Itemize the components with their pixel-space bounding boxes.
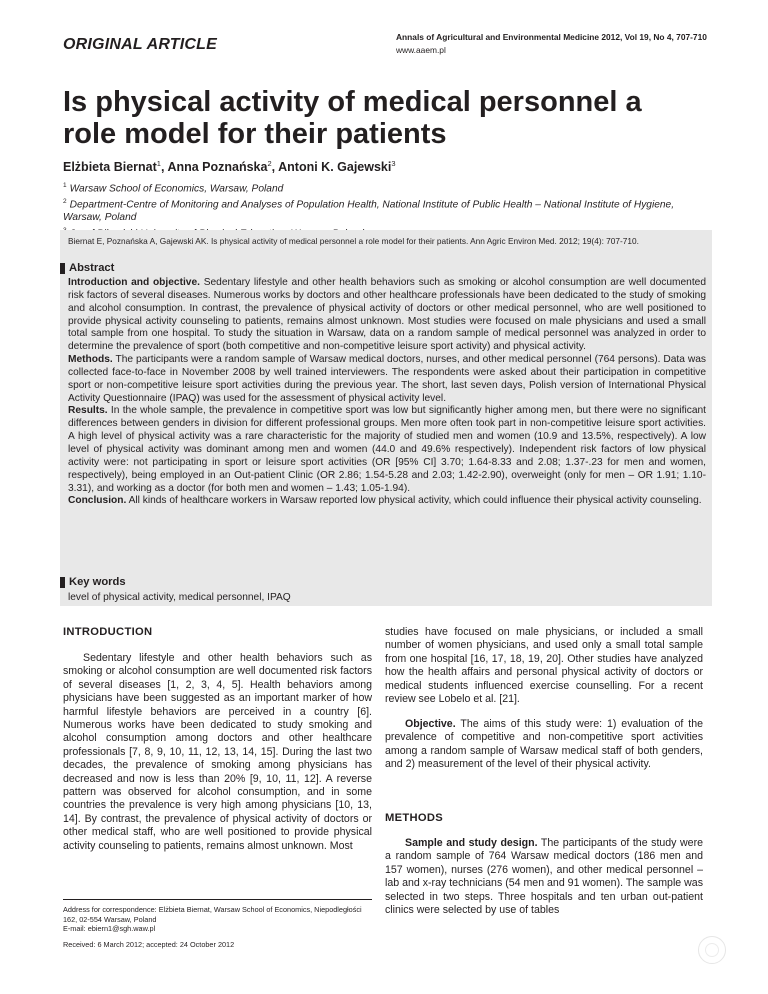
keywords-heading [60,576,126,588]
author-affiliation-marker: 1 [156,159,161,168]
author-separator: , [160,160,168,175]
footnote-divider [63,899,372,900]
abstract-methods [68,354,706,405]
abstract-conclusion [68,495,706,508]
author-name: Anna Poznańska [167,160,268,175]
affiliation-item [63,196,713,225]
journal-website-link[interactable]: www.aaem.pl [396,45,446,55]
citation-text: Biernat E, Poznańska A, Gajewski AK. Is physical activity of medical personnel a role model for their patients. Ann Agric Environ Med. 2012; 19(4): 707-710. [68,236,639,246]
objective-text: The aims of this study were: 1) evaluation of the prevalence of competitive and non-competitive sport activities among a random sample of Warsaw medical staff of both genders, and 2) measurement of the level of their physical activity. [385,718,703,771]
abstract-methods-label: Methods. [68,354,113,366]
methods-text: The participants of the study were a random sample of 764 Warsaw medical doctors (186 men and 157 women), nurses (276 women), and other medical personnel – lab and x-ray technicians (54 men and 91 women). The sample was selected in two steps. Three hospitals and ten urban out-patient clinics were selected by use of tables [385,837,703,917]
author-separator: , [271,160,279,175]
introduction-heading: INTRODUCTION [63,626,153,638]
author-name: Elżbieta Biernat [63,160,157,175]
keywords-text: level of physical activity, medical personnel, IPAQ [68,592,291,603]
author-list [63,159,396,174]
affiliation-item [63,180,713,196]
abstract-results [68,405,706,495]
abstract-methods-text: The participants were a random sample of Warsaw medical doctors, nurses, and other medical personnel (764 persons). Data was collected face-to-face in November 2008 by well trained interviewers. The respondents were asked about their participation in competitive sport or non-competitive leisure sport activities during the previous year. The short, last seven days, Polish version of International Physical Activity Questionnaire (IPAQ) was used for the assessment of physical activity level. [68,354,706,404]
objective-paragraph [385,718,703,772]
methods-paragraph [385,837,703,917]
journal-citation: Annals of Agricultural and Environmental Medicine 2012, Vol 19, No 4, 707-710 [396,32,707,42]
objective-label: Objective. [405,718,456,730]
watermark-seal-inner-icon [705,943,719,957]
affiliation-number: 1 [63,182,67,189]
received-dates: Received: 6 March 2012; accepted: 24 October 2012 [63,939,235,949]
abstract-results-label: Results. [68,405,108,417]
introduction-paragraph: Sedentary lifestyle and other health behaviors such as smoking or alcohol consumption are well documented risk factors of several diseases [1, 2, 3, 4, 5]. Health behaviors among physicians have been suggested as an important marker of how harmful lifestyle behaviors are perceived in a country [6]. Numerous works have been dedicated to study smoking and alcohol consumption among doctors and other healthcare professionals [7, 8, 9, 10, 11, 12, 13, 14, 15]. During the last two decades, the prevalence of smoking among physicians has decreased and now is less than 20% [9, 10, 11, 12]. A reverse pattern was observed for alcohol consumption, and in some countries the prevalence is very high among physicians [10, 13, 14]. By contrast, the prevalence of physical activity of doctors or other medical staff, who are well positioned to provide physical activity counseling to patients, remains almost unknown. Most [63,652,372,852]
keywords-heading-text: Key words [69,576,126,588]
abstract-conclusion-label: Conclusion. [68,495,127,507]
section-marker-icon [60,263,65,274]
article-title: Is physical activity of medical personnel a role model for their patients [63,86,642,150]
introduction-continued: studies have focused on male physicians, or included a small number of women physicians, and used only a small total sample from one hospital [16, 17, 18, 19, 20]. Other studies have analyzed how the health affairs and personal physical activity of doctors or medical students influenced exercise counselling. For a recent review see Lobelo et al. [21]. [385,626,703,706]
methods-sample-label: Sample and study design. [405,837,538,849]
abstract-heading [60,262,114,274]
affiliation-text: Department-Centre of Monitoring and Analyses of Population Health, National Institute of Public Health – National Institute of Hygiene, Warsaw, Poland [63,199,675,223]
abstract-results-text: In the whole sample, the prevalence in competitive sport was low but significantly higher among men, but there were no significant differences between genders in division for different professional groups. Men more often took part in non-competitive leisure sport activities. A high level of physical activity was a rare characteristic for the majority of studied men and women (10.9 and 13.5%, respectively). A low level of physical activity was dominant among men and women (44.0 and 49.6% respectively). Independent risk factors of low physical activity were: not participating in sport or leisure sport activities (OR [95% CI] 3.70; 1.64-8.33 and 2.08; 1.37-.23 for men and women, respectively), being employed in an Out-patient Clinic (OR 2.86; 1.54-5.28 and 2.03; 1.42-2.90), overweight (only for men – OR 1.91; 1.10-3.31), and working as a doctor (for both men and women – 1.43; 1.05-1.94). [68,405,706,494]
abstract-introduction [68,277,706,354]
abstract-heading-text: Abstract [69,262,115,274]
article-type-label: ORIGINAL ARTICLE [63,36,218,53]
author-affiliation-marker: 3 [391,159,396,168]
correspondence-block [63,905,372,949]
abstract-conclusion-text: All kinds of healthcare workers in Warsaw reported low physical activity, which could influence their physical activity counseling. [128,495,702,507]
section-marker-icon [60,577,65,588]
author-name: Antoni K. Gajewski [278,160,392,175]
affiliation-number: 2 [63,197,67,205]
abstract-intro-label: Introduction and objective. [68,277,200,288]
abstract-body [68,277,706,508]
author-affiliation-marker: 2 [267,159,272,168]
methods-heading: METHODS [385,812,444,824]
correspondence-address: Address for correspondence: Elżbieta Biernat, Warsaw School of Economics, Niepodległości 162, 02-554 Warsaw, Poland [63,905,362,924]
correspondence-email[interactable]: E-mail: ebiern1@sgh.waw.pl [63,924,156,934]
affiliation-text: Warsaw School of Economics, Warsaw, Poland [69,183,284,195]
abstract-intro-text: Sedentary lifestyle and other health behaviors such as smoking or alcohol consumption are well documented risk factors of several diseases. Numerous works by doctors and other healthcare professionals have been dedicated to the study of smoking and alcohol consumption. In contrast, the prevalence of physical activity of doctors or other medical personnel, who are well positioned to provide physical activity counseling to patients, remains almost unknown. Most studies were focused on male physicians and used a small total sample from one hospital. To study the situation in Warsaw, data on a random sample of medical personnel was analyzed in order to determine the prevalence of sport (both competitive and non-competitive leisure sport activity) and physical activity. [68,277,706,353]
